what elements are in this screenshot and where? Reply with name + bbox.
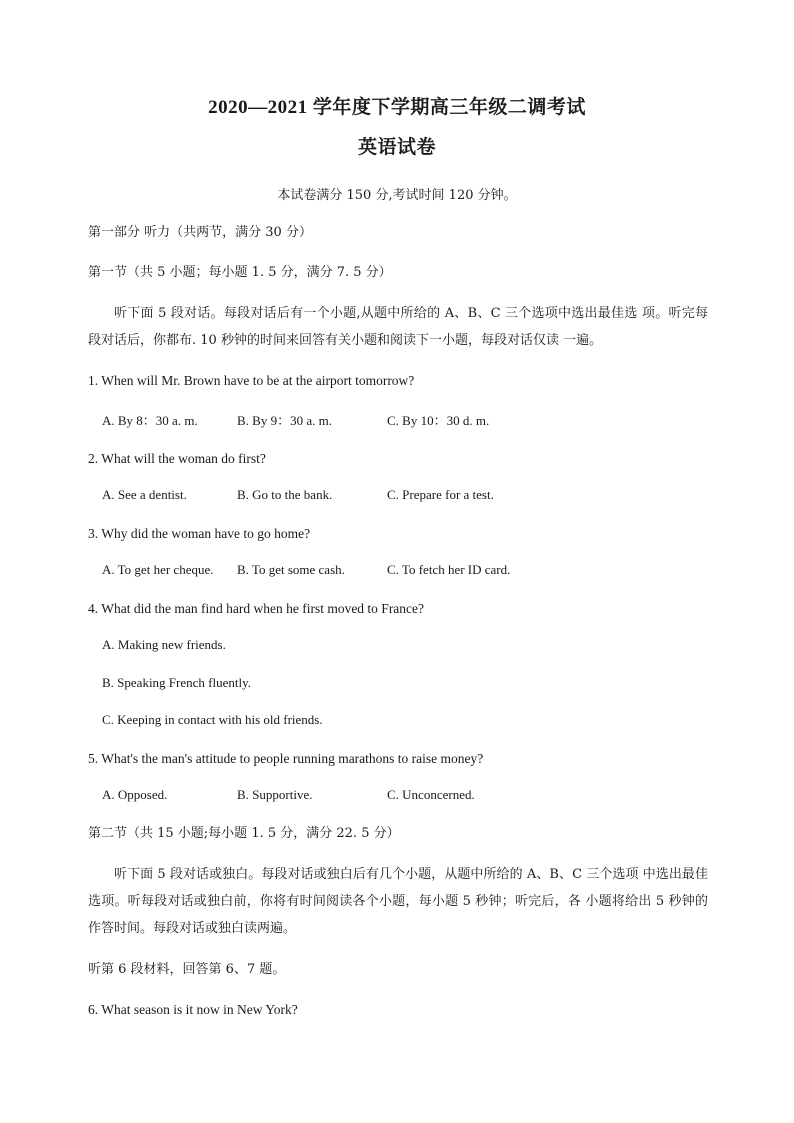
question-2-option-a: A. See a dentist. bbox=[102, 487, 187, 502]
question-4-stem: 4. What did the man find hard when he first moved to France? bbox=[88, 601, 425, 616]
question-3-option-b: B. To get some cash. bbox=[237, 562, 345, 577]
question-1-stem: 1. When will Mr. Brown have to be at the airport tomorrow? bbox=[88, 373, 415, 388]
question-2-stem: 2. What will the woman do first? bbox=[88, 451, 266, 466]
question-2-option-b: B. Go to the bank. bbox=[237, 487, 333, 502]
exam-info: 本试卷满分 150 分,考试时间 120 分钟。 bbox=[277, 188, 517, 203]
exam-subtitle: 英语试卷 bbox=[357, 137, 436, 158]
section1-heading: 第一节（共 5 小题；每小题 1. 5 分，满分 7. 5 分） bbox=[88, 265, 392, 280]
question-1-option-c: C. By 10：30 d. m. bbox=[387, 413, 490, 428]
question-3-stem: 3. Why did the woman have to go home? bbox=[88, 526, 311, 541]
question-3-option-c: C. To fetch her ID card. bbox=[387, 562, 511, 577]
question-5-option-a: A. Opposed. bbox=[102, 787, 168, 802]
section1-instructions: 听下面 5 段对话。每段对话后有一个小题,从题中所给的 A、B、C 三个选项中选出最佳选 项。听完每段对话后，你都布. 10 秒钟的时间来回答有关小题和阅读下一小题，每段对话仅读 一遍。 bbox=[88, 306, 708, 348]
question-3-option-a: A. To get her cheque. bbox=[102, 562, 214, 577]
question-2-option-c: C. Prepare for a test. bbox=[387, 487, 494, 502]
question-4-option-a: A. Making new friends. bbox=[102, 637, 226, 652]
question-4-option-b: B. Speaking French fluently. bbox=[102, 675, 251, 690]
section2-instructions: 听下面 5 段对话或独白。每段对话或独白后有几个小题，从题中所给的 A、B、C 三个选项 中选出最佳选项。听每段对话或独白前，你将有时间阅读各个小题，每小题 5 秒钟；听完后，各 小题将给出 5 秒钟的作答时间。每段对话或独白读两遍。 bbox=[88, 867, 708, 936]
section2-heading: 第二节（共 15 小题;每小题 1. 5 分，满分 22. 5 分） bbox=[88, 826, 400, 841]
question-1-option-b: B. By 9：30 a. m. bbox=[237, 413, 332, 428]
exam-title: 2020—2021 学年度下学期高三年级二调考试 bbox=[208, 97, 586, 118]
question-5-option-c: C. Unconcerned. bbox=[387, 787, 475, 802]
question-1-option-a: A. By 8：30 a. m. bbox=[102, 413, 198, 428]
part1-heading: 第一部分 听力（共两节，满分 30 分） bbox=[88, 225, 312, 240]
material-6-heading: 听第 6 段材料，回答第 6、7 题。 bbox=[88, 962, 286, 977]
question-5-stem: 5. What's the man's attitude to people running marathons to raise money? bbox=[88, 751, 484, 766]
question-6-stem: 6. What season is it now in New York? bbox=[88, 1002, 298, 1017]
question-4-option-c: C. Keeping in contact with his old friends. bbox=[102, 712, 323, 727]
question-5-option-b: B. Supportive. bbox=[237, 787, 313, 802]
